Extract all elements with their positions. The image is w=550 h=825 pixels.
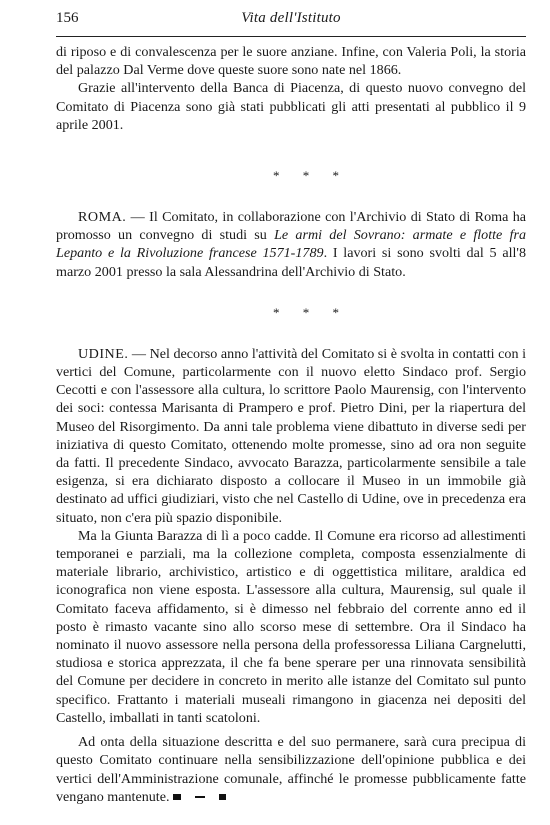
paragraph-onta <box>56 733 526 806</box>
ink-smudge <box>173 794 181 800</box>
section-separator: * * * <box>273 304 349 320</box>
section-separator: * * * <box>273 168 349 184</box>
running-title: Vita dell'Istituto <box>241 10 341 26</box>
page-header <box>56 10 526 37</box>
city-heading-roma: ROMA. <box>78 209 127 226</box>
paragraph-riposo: di riposo e di convalescenza per le suore anziane. Infine, con Valeria Poli, la storia del palazzo Dal Verme dove queste suore sono nate nel 1866. <box>56 44 526 79</box>
page-number: 156 <box>56 10 79 26</box>
roma-text-part-2: . I lavori si sono svolti dal 5 all'8 marzo 2001 presso la sala Alessandrina dell'Archivio di Stato. <box>56 245 526 280</box>
ink-smudge <box>195 796 205 798</box>
paragraph-roma <box>56 208 526 281</box>
roma-text-part-1: — Il Comitato, in collaborazione con l'Archivio di Stato di Roma ha promosso un convegno di studi su <box>56 209 526 244</box>
paragraph-grazie: Grazie all'intervento della Banca di Piacenza, di questo nuovo convegno del Comitato di Piacenza sono già stati pubblicati gli atti presentati al pubblico il 9 aprile 2001. <box>56 80 526 133</box>
onta-text: Ad onta della situazione descritta e del suo permanere, sarà cura precipua di questo Comitato continuare nella sensibilizzazione dell'opinione pubblica e dei vertici dell'Amministrazione comunale, affinché le promesse pubblicamente fatte vengano mantenute. <box>56 734 526 805</box>
udine-text: — Nel decorso anno l'attività del Comitato si è svolta in contatti con i vertici del Comune, particolarmente con il nuovo eletto Sindaco prof. Sergio Cecotti e con l'assessore alla cultura, lo scrittore Paolo Maurensig, con l'intervento dei soci: contessa Marisanta di Prampero e prof. Pietro Dini, per la riapertura del Museo del Risorgimento. Da anni tale problema viene dibattuto in diverse sedi per iniziativa di questo Comitato, ottenendo molte promesse, sino ad ora non seguite da fatti. Il precedente Sindaco, avvocato Barazza, particolarmente sensibile a tale esigenza, si era dichiarato disposto a collocare il Museo in un immobile già destinato ad uffici giudiziari, visto che nel Castello di Udine, ove in precedenza era situato, non c'era più spazio disponibile. <box>56 345 526 526</box>
ink-smudge <box>219 794 226 800</box>
document-page <box>56 10 526 806</box>
paragraph-udine <box>56 345 526 527</box>
city-heading-udine: UDINE. <box>78 345 129 362</box>
paragraph-giunta: Ma la Giunta Barazza di lì a poco cadde. Il Comune era ricorso ad allestimenti temporanei e parziali, ma la collezione completa, composta essenzialmente di materiale librario, archivistico, artistico e di oggettistica militare, araldica ed iconografica non viene esposta. L'assessore alla cultura, Maurensig, sul quale il Comitato faceva affidamento, si è dimesso nel febbraio del corrente anno ed il posto è rimasto vacante sino allo scorso mese di settembre. Ora il Sindaco ha nominato il nuovo assessore nella persona della professoressa Liliana Cargnelutti, studiosa e storica apprezzata, il che fa bene sperare per una rinnovata sensibilità del Comune per decidere in concreto in merito alle istanze del Comitato sul punto specifico. Frattanto i materiali museali rimangono in giacenza nei depositi del Castello, imballati in tanti scatoloni. <box>56 527 526 726</box>
conference-title: Le armi del Sovrano: armate e flotte fra Lepanto e la Rivoluzione francese 1571-1789 <box>56 227 526 262</box>
